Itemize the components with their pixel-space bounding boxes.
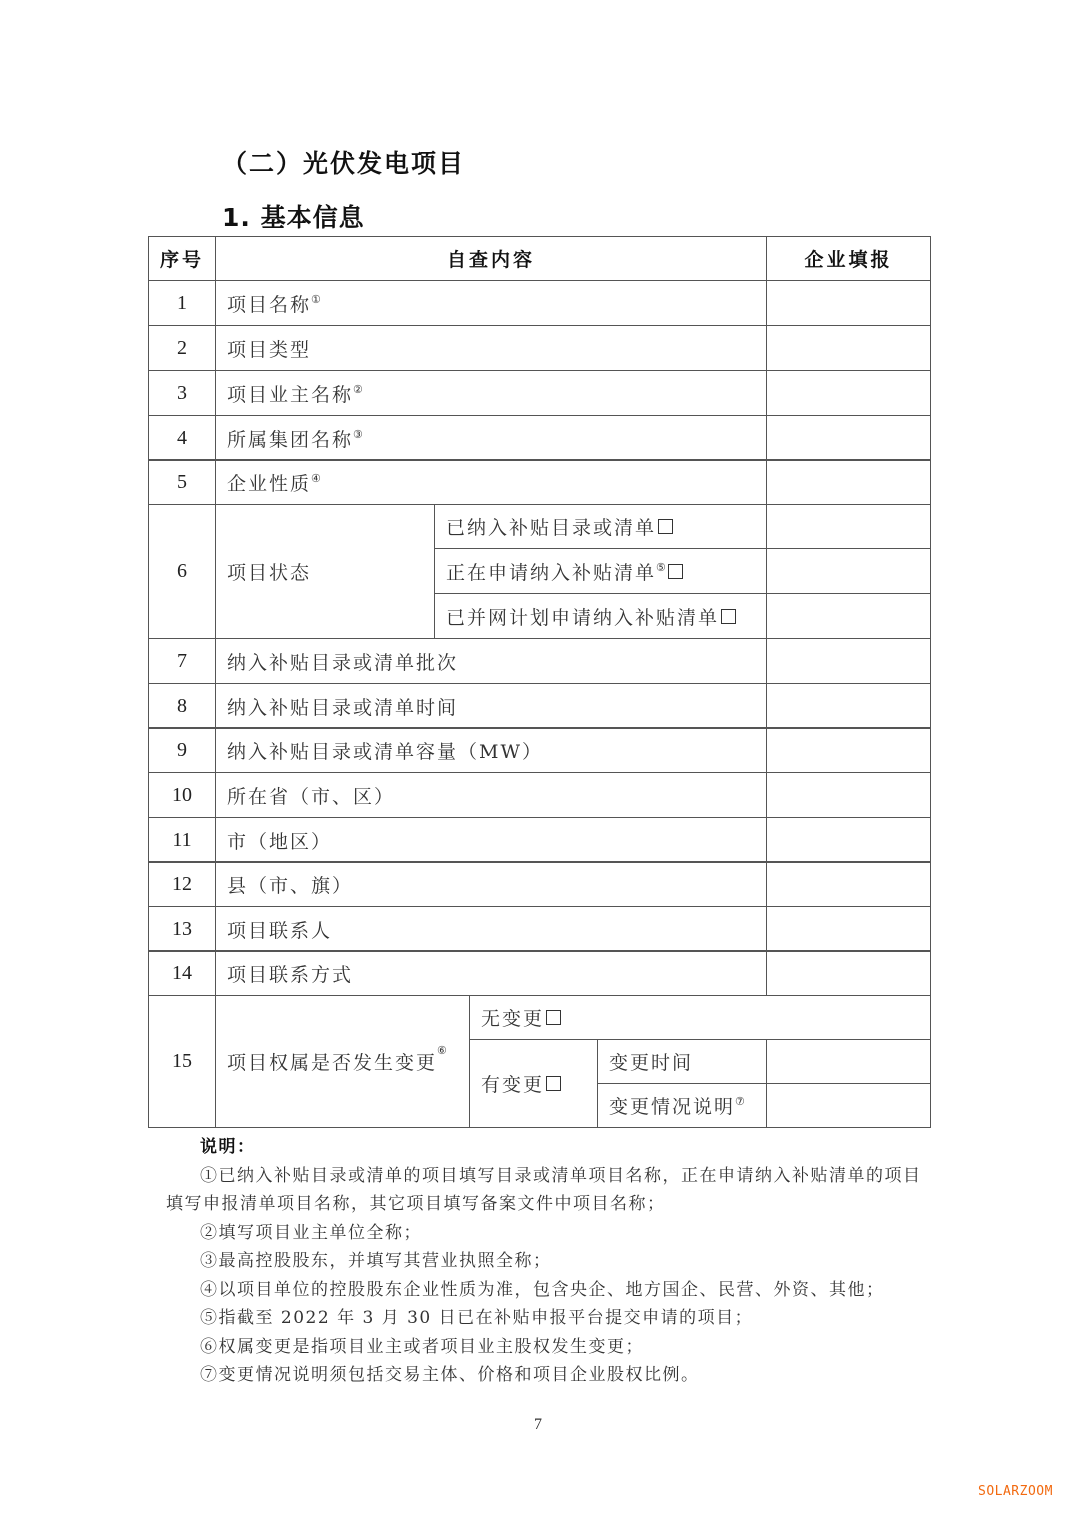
change-description-label: [597, 1083, 767, 1128]
row-label: [215, 727, 767, 773]
no-change-option[interactable]: [469, 995, 931, 1040]
row-no: 5: [148, 459, 216, 505]
fill-cell[interactable]: [766, 638, 931, 684]
status-option[interactable]: [434, 504, 767, 549]
row-label-text: 项目权属是否发生变更: [227, 1052, 438, 1074]
fill-cell[interactable]: [766, 727, 931, 773]
row-label-text: 项目名称: [227, 293, 312, 316]
fill-cell[interactable]: [766, 683, 931, 729]
status-option[interactable]: [434, 593, 767, 639]
footnote-marker: ①: [311, 292, 321, 306]
note-item: ③最高控股股东，并填写其营业执照全称；: [200, 1251, 552, 1271]
changed-option[interactable]: [469, 1039, 598, 1128]
fill-cell[interactable]: [766, 459, 931, 505]
status-option-label: 已并网计划申请纳入补贴清单: [446, 606, 720, 629]
note-item: ⑦变更情况说明须包括交易主体、价格和项目企业股权比例。: [200, 1365, 700, 1385]
note-item: ④以项目单位的控股股东企业性质为准，包含央企、地方国企、民营、外资、其他；: [200, 1279, 885, 1300]
footnote-marker: ③: [353, 427, 363, 441]
row-label: [215, 280, 767, 326]
note-item: ②填写项目业主单位全称；: [200, 1222, 422, 1243]
checkbox-icon[interactable]: [546, 1076, 561, 1091]
notes-title: 说明：: [200, 1137, 256, 1157]
fill-cell[interactable]: [766, 1083, 931, 1128]
row-label: [215, 370, 767, 416]
row-no: 6: [148, 504, 216, 639]
fill-cell[interactable]: [766, 325, 931, 371]
row-label: [215, 459, 767, 505]
status-option-label: 正在申请纳入补贴清单: [446, 561, 657, 584]
footnote-marker: ⑥: [437, 1044, 447, 1057]
row-label: [215, 683, 767, 729]
footnote-marker: ④: [311, 471, 321, 485]
row-no: 11: [148, 817, 216, 863]
footnote-marker: ②: [353, 382, 363, 396]
row-no: 9: [148, 727, 216, 773]
header-fill: 企业填报: [766, 236, 931, 281]
row-label: [215, 638, 767, 684]
row-label-text: 企业性质: [227, 472, 312, 495]
status-option[interactable]: [434, 548, 767, 594]
row-label: [215, 950, 767, 996]
row-no: 1: [148, 280, 216, 326]
page-number: 7: [534, 1416, 542, 1433]
fill-cell[interactable]: [766, 415, 931, 461]
header-content: 自查内容: [215, 236, 767, 281]
row-label: [215, 415, 767, 461]
row-label-text: 项目联系方式: [227, 963, 354, 986]
row-label-text: 项目业主名称: [227, 383, 354, 406]
row-no: 2: [148, 325, 216, 371]
checkbox-icon[interactable]: [658, 519, 673, 534]
row-no: 13: [148, 906, 216, 952]
row-no: 7: [148, 638, 216, 684]
row-label: [215, 817, 767, 863]
row-no: 12: [148, 861, 216, 907]
row-label-text: 县（市、旗）: [227, 874, 354, 897]
note-item: ⑤指截至 2022 年 3 月 30 日已在补贴申报平台提交申请的项目；: [200, 1308, 754, 1328]
row-label-text: 纳入补贴目录或清单容量（MW）: [227, 740, 543, 763]
changed-label: 有变更: [481, 1074, 545, 1096]
footnote-marker: ⑦: [735, 1095, 745, 1108]
checkbox-icon[interactable]: [721, 609, 736, 624]
watermark-logo: SOLARZOOM: [978, 1484, 1053, 1499]
fill-cell[interactable]: [766, 817, 931, 863]
row-no: 10: [148, 772, 216, 818]
footnote-marker: ⑤: [656, 560, 666, 574]
row-label: [215, 861, 767, 907]
note-item: ①已纳入补贴目录或清单的项目填写目录或清单项目名称，正在申请纳入补贴清单的项目填写申报清单项目名称，其它项目填写备案文件中项目名称；: [166, 1165, 922, 1214]
row-label-text: 所属集团名称: [227, 428, 354, 451]
row-label-text: 项目类型: [227, 338, 312, 361]
no-change-label: 无变更: [481, 1008, 545, 1030]
fill-cell[interactable]: [766, 950, 931, 996]
row-label: [215, 995, 470, 1128]
row-label-text: 纳入补贴目录或清单批次: [227, 651, 459, 674]
row-label: 项目状态: [215, 504, 435, 639]
row-label: [215, 772, 767, 818]
fill-cell[interactable]: [766, 593, 931, 639]
change-time-label: 变更时间: [597, 1039, 767, 1084]
status-option-label: 已纳入补贴目录或清单: [446, 517, 657, 539]
row-label-text: 纳入补贴目录或清单时间: [227, 696, 459, 719]
fill-cell[interactable]: [766, 1039, 931, 1084]
row-label: [215, 906, 767, 952]
fill-cell[interactable]: [766, 906, 931, 952]
checkbox-icon[interactable]: [668, 564, 683, 579]
row-no: 8: [148, 683, 216, 729]
fill-cell[interactable]: [766, 861, 931, 907]
note-item: ⑥权属变更是指项目业主或者项目业主股权发生变更；: [200, 1336, 644, 1357]
fill-cell[interactable]: [766, 772, 931, 818]
subsection-title: 1. 基本信息: [222, 203, 365, 232]
row-no: 15: [148, 995, 216, 1128]
notes-section: [166, 1133, 926, 1390]
row-label: [215, 325, 767, 371]
fill-cell[interactable]: [766, 280, 931, 326]
row-no: 4: [148, 415, 216, 461]
row-label-text: 市（地区）: [227, 830, 333, 853]
fill-cell[interactable]: [766, 548, 931, 594]
row-no: 14: [148, 950, 216, 996]
row-label-text: 项目联系人: [227, 919, 333, 942]
section-title: （二）光伏发电项目: [222, 149, 466, 178]
fill-cell[interactable]: [766, 370, 931, 416]
change-description-text: 变更情况说明: [609, 1096, 736, 1118]
row-no: 3: [148, 370, 216, 416]
header-no: 序号: [148, 236, 216, 281]
checkbox-icon[interactable]: [546, 1010, 561, 1025]
fill-cell[interactable]: [766, 504, 931, 549]
row-label-text: 所在省（市、区）: [227, 785, 396, 808]
basic-info-table: [148, 236, 931, 1128]
